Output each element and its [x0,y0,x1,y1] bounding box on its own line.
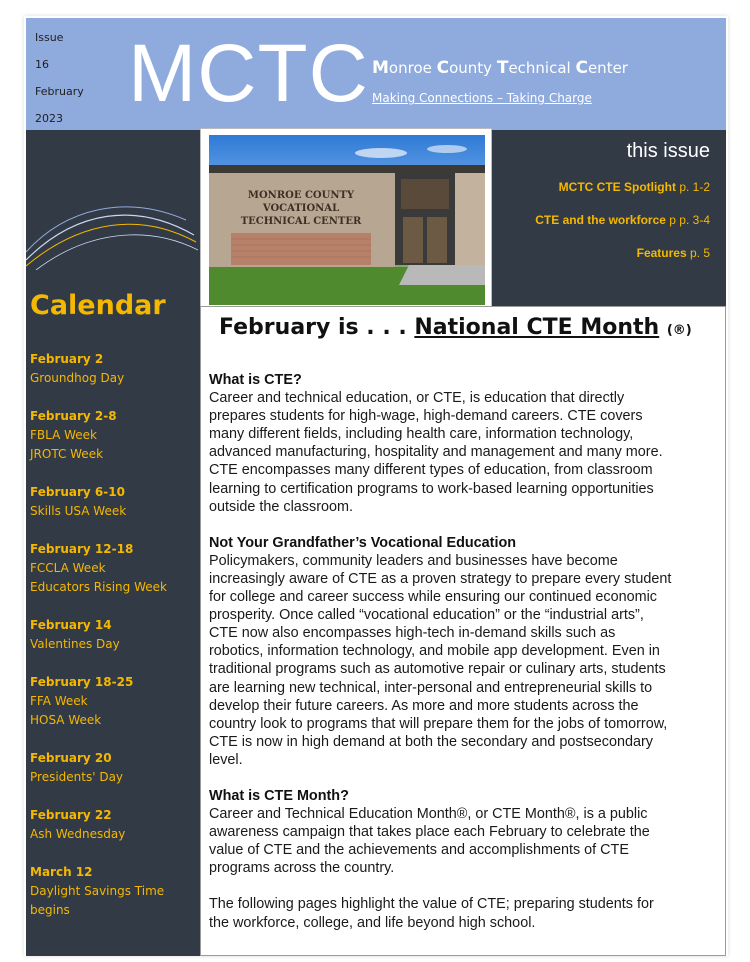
calendar-sidebar [26,130,200,956]
body-line: traditional programs such as automotive repair or culinary arts, students [209,661,666,678]
toc-item-pages: p p. 3-4 [669,213,710,227]
issue-info [35,24,84,132]
sign-line: VOCATIONAL [262,203,340,214]
body-line: value of CTE and the achievements and accomplishments of CTE [209,842,629,859]
toc-list [535,180,710,279]
calendar-event [30,540,198,597]
sign-line: TECHNICAL CENTER [240,216,362,227]
body-line: prosperity. Once called “vocational education” or the “industrial arts”, [209,607,644,624]
event-date: February 18-25 [30,675,134,689]
masthead-title: MCTC [128,28,369,119]
toc-item-title: CTE and the workforce [535,213,666,227]
toc-item-pages: p. 1-2 [679,180,710,194]
body-line: advanced manufacturing, hospitality and management and many more. [209,444,663,461]
issue-number: 16 [35,58,49,71]
issue-month: February [35,85,84,98]
center-name-initial: T [496,58,509,78]
feature-article [200,306,726,956]
headline-main: National CTE Month [414,315,660,340]
event-name: Presidents' Day [30,770,124,784]
event-date: March 12 [30,865,93,879]
center-name-initial: C [436,58,450,78]
toc-item[interactable] [535,180,710,213]
headline-prefix: February is . . . [219,315,415,340]
calendar-event [30,483,198,521]
body-line: are learning new technical, inter-personal and entrepreneurial skills to [209,679,653,696]
toc-title: this issue [626,140,710,162]
event-date: February 22 [30,808,112,822]
event-name: Educators Rising Week [30,580,167,594]
body-line: programs across the country. [209,860,395,877]
toc-item-title: Features [636,246,687,260]
body-line: country look to programs that will prepare them for the jobs of tomorrow, [209,715,668,732]
event-name: FFA Week [30,694,88,708]
event-name: FBLA Week [30,428,97,442]
body-line: awareness campaign that takes place each February to celebrate the [209,824,650,841]
toc-item[interactable] [535,246,710,279]
body-line: increasingly aware of CTE as a proven strategy to prepare every student [209,570,672,587]
body-line: Career and technical education, or CTE, is education that directly [209,390,625,407]
calendar-event [30,616,198,654]
masthead-banner [26,18,726,130]
body-line: for college and career success while ensuring our continued economic [209,589,657,606]
center-name-word: enter [587,59,628,77]
event-name: Skills USA Week [30,504,127,518]
center-name-word: ounty [449,59,497,77]
body-line: CTE now also encompasses high-tech in-demand skills such as [209,625,616,642]
event-name: begins [30,903,70,917]
event-date: February 12-18 [30,542,134,556]
decorative-swoosh-icon [26,180,200,270]
body-line: prepares students for high-wage, high-demand careers. CTE covers [209,408,643,425]
event-date: February 2-8 [30,409,117,423]
event-date: February 2 [30,352,104,366]
calendar-event [30,863,198,920]
body-line: learning to certification programs to work-based learning opportunities [209,480,654,497]
issue-label: Issue [35,31,64,44]
toc-item[interactable] [535,213,710,246]
body-line: many different fields, including health care, information technology, [209,426,634,443]
body-line: CTE is now in high demand at both the secondary and postsecondary [209,733,653,750]
event-name: JROTC Week [30,447,104,461]
body-line: outside the classroom. [209,498,353,515]
center-name-initial: M [372,58,389,78]
building-photo [200,128,492,310]
center-name-initial: C [575,58,588,78]
toc-item-pages: p. 5 [689,246,710,260]
body-line: Policymakers, community leaders and businesses have become [209,552,618,569]
event-name: Groundhog Day [30,371,125,385]
toc-item-title: MCTC CTE Spotlight [558,180,676,194]
section-heading: What is CTE? [209,372,302,388]
calendar-events [30,350,198,939]
body-line: Career and Technical Education Month®, or CTE Month®, is a public [209,806,648,823]
event-name: HOSA Week [30,713,102,727]
center-name [372,58,628,78]
body-line: develop their future careers. As more and more students across the [209,697,639,714]
article-headline [219,315,692,340]
event-name: Ash Wednesday [30,827,126,841]
center-name-word: echnical [508,59,576,77]
event-name: Valentines Day [30,637,120,651]
event-name: Daylight Savings Time [30,884,165,898]
closing-line: The following pages highlight the value of CTE; preparing students for [209,896,654,913]
issue-year: 2023 [35,112,63,125]
section-heading: What is CTE Month? [209,787,349,804]
closing-line: the workforce, college, and life beyond high school. [209,914,536,931]
article-body [209,371,721,932]
sign-line: MONROE COUNTY [247,190,355,201]
calendar-event [30,806,198,844]
calendar-event [30,749,198,787]
calendar-event [30,350,198,388]
event-date: February 14 [30,618,112,632]
tagline: Making Connections – Taking Charge [372,91,592,105]
body-line: level. [209,751,243,768]
calendar-event [30,407,198,464]
center-name-word: onroe [388,59,437,77]
event-date: February 6-10 [30,485,125,499]
event-date: February 20 [30,751,112,765]
headline-trademark: (®) [666,323,692,338]
section-heading: Not Your Grandfather’s Vocational Education [209,534,517,551]
calendar-event [30,673,198,730]
event-name: FCCLA Week [30,561,106,575]
body-line: robotics, information technology, and mobile app development. Even in [209,643,660,660]
table-of-contents [484,130,726,306]
body-line: CTE encompasses many different types of education, from classroom [209,462,653,479]
calendar-title: Calendar [30,290,166,321]
building-illustration [209,135,485,305]
